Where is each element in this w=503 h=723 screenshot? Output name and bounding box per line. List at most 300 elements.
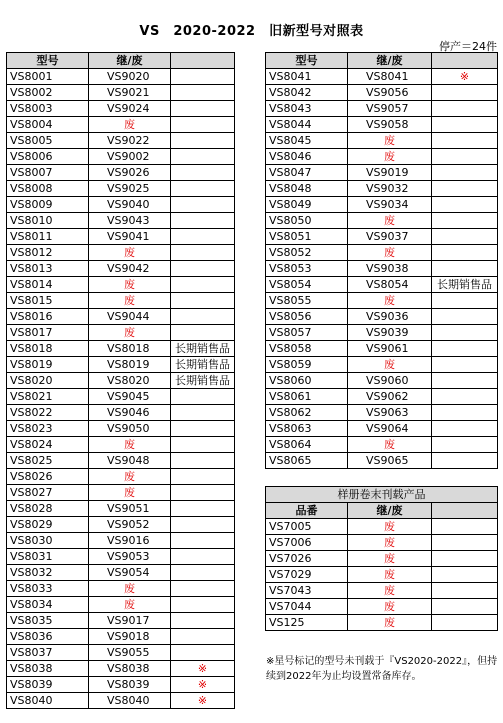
table-row xyxy=(7,149,235,165)
model-cell: VS8050 xyxy=(266,213,348,229)
note-cell xyxy=(171,405,235,421)
successor-cell: 废 xyxy=(89,581,171,597)
table-row xyxy=(7,389,235,405)
table-row xyxy=(266,85,498,101)
appendix-caption: 样册卷末刊载产品 xyxy=(266,487,498,503)
model-cell: VS8022 xyxy=(7,405,89,421)
table-row xyxy=(7,325,235,341)
table-row xyxy=(266,389,498,405)
successor-cell: VS9025 xyxy=(89,181,171,197)
successor-cell: 废 xyxy=(89,597,171,613)
header-successor: 继/废 xyxy=(89,53,171,69)
successor-cell: VS9056 xyxy=(348,85,432,101)
successor-cell: 废 xyxy=(89,325,171,341)
table-row xyxy=(7,677,235,693)
successor-cell: VS8019 xyxy=(89,357,171,373)
model-cell: VS8016 xyxy=(7,309,89,325)
table-row xyxy=(7,69,235,85)
catalog-appendix-table xyxy=(265,486,498,631)
table-row xyxy=(7,213,235,229)
header-note xyxy=(171,53,235,69)
table-row xyxy=(266,261,498,277)
document-title: VS 2020-2022 旧新型号对照表 xyxy=(139,24,364,39)
model-cell: VS8036 xyxy=(7,629,89,645)
note-cell xyxy=(432,309,498,325)
model-cell: VS7005 xyxy=(266,519,348,535)
model-cell: VS8044 xyxy=(266,117,348,133)
note-cell xyxy=(432,421,498,437)
table-row xyxy=(7,309,235,325)
successor-cell: VS8040 xyxy=(89,693,171,709)
header-note xyxy=(432,53,498,69)
note-cell: ※ xyxy=(171,677,235,693)
successor-cell: 废 xyxy=(348,583,432,599)
table-row xyxy=(7,277,235,293)
model-cell: VS8008 xyxy=(7,181,89,197)
note-cell xyxy=(432,583,498,599)
model-cell: VS8006 xyxy=(7,149,89,165)
table-row xyxy=(266,69,498,85)
successor-cell: 废 xyxy=(348,615,432,631)
model-cell: VS7026 xyxy=(266,551,348,567)
successor-cell: 废 xyxy=(348,245,432,261)
table-row xyxy=(266,165,498,181)
successor-cell: 废 xyxy=(89,485,171,501)
note-cell: 长期销售品 xyxy=(171,341,235,357)
model-cell: VS8010 xyxy=(7,213,89,229)
model-cell: VS8042 xyxy=(266,85,348,101)
table-row xyxy=(266,293,498,309)
note-cell xyxy=(171,597,235,613)
model-cell: VS8017 xyxy=(7,325,89,341)
table-row xyxy=(7,581,235,597)
table-row xyxy=(266,213,498,229)
table-row xyxy=(7,453,235,469)
table-row xyxy=(7,85,235,101)
successor-cell: VS9043 xyxy=(89,213,171,229)
table-row xyxy=(266,357,498,373)
table-row xyxy=(7,341,235,357)
note-cell: ※ xyxy=(432,69,498,85)
successor-cell: VS9019 xyxy=(348,165,432,181)
note-cell xyxy=(171,421,235,437)
model-cell: VS8047 xyxy=(266,165,348,181)
note-cell xyxy=(171,645,235,661)
note-cell xyxy=(432,293,498,309)
model-cell: VS8019 xyxy=(7,357,89,373)
note-cell xyxy=(171,117,235,133)
model-cell: VS8007 xyxy=(7,165,89,181)
successor-cell: VS8018 xyxy=(89,341,171,357)
note-cell xyxy=(171,485,235,501)
table-row xyxy=(266,437,498,453)
model-cell: VS8040 xyxy=(7,693,89,709)
successor-cell: VS9042 xyxy=(89,261,171,277)
successor-cell: VS8041 xyxy=(348,69,432,85)
table-row xyxy=(266,519,498,535)
successor-cell: VS8054 xyxy=(348,277,432,293)
successor-cell: 废 xyxy=(348,567,432,583)
table-row xyxy=(7,469,235,485)
table-row xyxy=(266,567,498,583)
successor-cell: VS8020 xyxy=(89,373,171,389)
successor-cell: VS9063 xyxy=(348,405,432,421)
model-cell: VS125 xyxy=(266,615,348,631)
table-row xyxy=(266,615,498,631)
table-row xyxy=(266,551,498,567)
model-cell: VS8023 xyxy=(7,421,89,437)
model-cell: VS8018 xyxy=(7,341,89,357)
table-row xyxy=(266,583,498,599)
table-row xyxy=(7,629,235,645)
successor-cell: VS9065 xyxy=(348,453,432,469)
model-cell: VS8013 xyxy=(7,261,89,277)
successor-cell: VS9045 xyxy=(89,389,171,405)
table-row xyxy=(7,533,235,549)
model-cell: VS8033 xyxy=(7,581,89,597)
successor-cell: 废 xyxy=(89,245,171,261)
successor-cell: VS9032 xyxy=(348,181,432,197)
model-cell: VS8028 xyxy=(7,501,89,517)
successor-cell: VS9022 xyxy=(89,133,171,149)
table-row xyxy=(266,245,498,261)
table-row xyxy=(266,405,498,421)
note-cell xyxy=(432,599,498,615)
successor-cell: VS9037 xyxy=(348,229,432,245)
note-cell xyxy=(171,437,235,453)
table-row xyxy=(7,549,235,565)
note-cell xyxy=(171,581,235,597)
successor-cell: VS9064 xyxy=(348,421,432,437)
note-cell xyxy=(171,181,235,197)
model-cell: VS8064 xyxy=(266,437,348,453)
note-cell: ※ xyxy=(171,661,235,677)
header-model: 品番 xyxy=(266,503,348,519)
note-cell xyxy=(171,533,235,549)
note-cell xyxy=(171,501,235,517)
note-cell: 长期销售品 xyxy=(171,357,235,373)
model-cell: VS8026 xyxy=(7,469,89,485)
model-cell: VS8021 xyxy=(7,389,89,405)
model-cell: VS8001 xyxy=(7,69,89,85)
table-row xyxy=(7,565,235,581)
note-cell xyxy=(171,149,235,165)
successor-cell: VS9017 xyxy=(89,613,171,629)
note-cell xyxy=(432,197,498,213)
table-row xyxy=(266,421,498,437)
note-cell xyxy=(432,245,498,261)
model-cell: VS8003 xyxy=(7,101,89,117)
successor-cell: VS9002 xyxy=(89,149,171,165)
successor-cell: 废 xyxy=(348,551,432,567)
successor-cell: 废 xyxy=(348,535,432,551)
model-cell: VS8060 xyxy=(266,373,348,389)
successor-cell: 废 xyxy=(348,599,432,615)
table-row xyxy=(266,197,498,213)
table-header-row xyxy=(7,53,235,69)
note-cell xyxy=(171,293,235,309)
table-row xyxy=(7,693,235,709)
model-cell: VS8037 xyxy=(7,645,89,661)
table-row xyxy=(7,373,235,389)
header-model: 型号 xyxy=(266,53,348,69)
header-model: 型号 xyxy=(7,53,89,69)
table-row xyxy=(7,101,235,117)
table-row xyxy=(7,357,235,373)
note-cell xyxy=(171,261,235,277)
table-row xyxy=(7,245,235,261)
note-cell xyxy=(171,549,235,565)
successor-cell: VS9052 xyxy=(89,517,171,533)
successor-cell: VS9016 xyxy=(89,533,171,549)
table-row xyxy=(266,309,498,325)
table-row xyxy=(7,133,235,149)
footnote: ※星号标记的型号未刊载于『VS2020-2022』，但持续到2022年为止均设置常备库存。 xyxy=(266,656,498,682)
model-cell: VS8051 xyxy=(266,229,348,245)
header-note xyxy=(432,503,498,519)
model-cell: VS8009 xyxy=(7,197,89,213)
note-cell xyxy=(171,277,235,293)
note-cell: 长期销售品 xyxy=(432,277,498,293)
successor-cell: 废 xyxy=(89,437,171,453)
table-row xyxy=(7,421,235,437)
note-cell xyxy=(171,613,235,629)
table-header-row xyxy=(266,53,498,69)
successor-cell: 废 xyxy=(348,357,432,373)
table-row xyxy=(266,453,498,469)
model-cell: VS8045 xyxy=(266,133,348,149)
successor-cell: VS9050 xyxy=(89,421,171,437)
model-cell: VS8052 xyxy=(266,245,348,261)
model-cell: VS8035 xyxy=(7,613,89,629)
note-cell xyxy=(432,437,498,453)
model-cell: VS8014 xyxy=(7,277,89,293)
model-cell: VS8046 xyxy=(266,149,348,165)
note-cell xyxy=(432,261,498,277)
model-cell: VS8056 xyxy=(266,309,348,325)
model-cell: VS8049 xyxy=(266,197,348,213)
table-row xyxy=(7,501,235,517)
successor-cell: VS9057 xyxy=(348,101,432,117)
model-cell: VS8015 xyxy=(7,293,89,309)
model-cell: VS8059 xyxy=(266,357,348,373)
model-cell: VS8061 xyxy=(266,389,348,405)
successor-cell: VS9061 xyxy=(348,341,432,357)
table-row xyxy=(7,613,235,629)
model-cell: VS8024 xyxy=(7,437,89,453)
header-successor: 继/废 xyxy=(348,503,432,519)
successor-cell: VS9060 xyxy=(348,373,432,389)
note-cell xyxy=(432,101,498,117)
note-cell xyxy=(171,325,235,341)
successor-cell: VS9020 xyxy=(89,69,171,85)
successor-cell: VS9055 xyxy=(89,645,171,661)
model-cell: VS8012 xyxy=(7,245,89,261)
model-cell: VS8011 xyxy=(7,229,89,245)
table-row xyxy=(266,535,498,551)
table-row xyxy=(266,101,498,117)
note-cell xyxy=(432,519,498,535)
note-cell xyxy=(171,245,235,261)
header-successor: 继/废 xyxy=(348,53,432,69)
table-row xyxy=(7,597,235,613)
note-cell xyxy=(432,453,498,469)
table-row xyxy=(266,181,498,197)
successor-cell: 废 xyxy=(348,149,432,165)
note-cell xyxy=(171,133,235,149)
successor-cell: VS9038 xyxy=(348,261,432,277)
model-cell: VS8032 xyxy=(7,565,89,581)
successor-cell: 废 xyxy=(348,133,432,149)
successor-cell: VS9021 xyxy=(89,85,171,101)
successor-cell: 废 xyxy=(89,293,171,309)
successor-cell: VS9024 xyxy=(89,101,171,117)
table-row xyxy=(7,485,235,501)
note-cell xyxy=(432,213,498,229)
model-cell: VS8065 xyxy=(266,453,348,469)
model-cell: VS8020 xyxy=(7,373,89,389)
table-row xyxy=(7,117,235,133)
successor-cell: VS9018 xyxy=(89,629,171,645)
note-cell xyxy=(171,517,235,533)
successor-cell: VS9036 xyxy=(348,309,432,325)
table-row xyxy=(266,117,498,133)
note-cell xyxy=(171,453,235,469)
successor-cell: VS8038 xyxy=(89,661,171,677)
model-cell: VS8030 xyxy=(7,533,89,549)
model-cell: VS8005 xyxy=(7,133,89,149)
successor-cell: VS9044 xyxy=(89,309,171,325)
model-cell: VS8054 xyxy=(266,277,348,293)
model-cell: VS8002 xyxy=(7,85,89,101)
note-cell xyxy=(432,341,498,357)
model-cell: VS8055 xyxy=(266,293,348,309)
successor-cell: VS9041 xyxy=(89,229,171,245)
successor-cell: VS9039 xyxy=(348,325,432,341)
note-cell xyxy=(432,165,498,181)
table-row xyxy=(7,229,235,245)
table-row xyxy=(7,405,235,421)
table-row xyxy=(7,197,235,213)
model-cell: VS7006 xyxy=(266,535,348,551)
model-cell: VS7043 xyxy=(266,583,348,599)
note-cell: 长期销售品 xyxy=(171,373,235,389)
model-cell: VS8063 xyxy=(266,421,348,437)
successor-cell: VS9048 xyxy=(89,453,171,469)
model-cell: VS8053 xyxy=(266,261,348,277)
table-row xyxy=(266,599,498,615)
table-row xyxy=(7,645,235,661)
model-cell: VS8058 xyxy=(266,341,348,357)
note-cell xyxy=(171,197,235,213)
note-cell xyxy=(171,309,235,325)
note-cell xyxy=(171,389,235,405)
comparison-table-right xyxy=(265,52,498,469)
table-row xyxy=(266,341,498,357)
note-cell xyxy=(432,567,498,583)
model-cell: VS7029 xyxy=(266,567,348,583)
model-cell: VS8038 xyxy=(7,661,89,677)
note-cell xyxy=(432,389,498,405)
successor-cell: VS9034 xyxy=(348,197,432,213)
table-row xyxy=(266,325,498,341)
successor-cell: VS9054 xyxy=(89,565,171,581)
successor-cell: VS9040 xyxy=(89,197,171,213)
table-row xyxy=(7,437,235,453)
note-cell xyxy=(432,551,498,567)
successor-cell: VS9051 xyxy=(89,501,171,517)
comparison-table-left xyxy=(6,52,235,709)
successor-cell: VS8039 xyxy=(89,677,171,693)
model-cell: VS8027 xyxy=(7,485,89,501)
successor-cell: VS9062 xyxy=(348,389,432,405)
table-row xyxy=(7,661,235,677)
model-cell: VS8039 xyxy=(7,677,89,693)
table-row xyxy=(266,133,498,149)
note-cell xyxy=(432,373,498,389)
successor-cell: 废 xyxy=(348,437,432,453)
note-cell xyxy=(432,325,498,341)
note-cell xyxy=(432,405,498,421)
note-cell xyxy=(171,85,235,101)
note-cell xyxy=(432,181,498,197)
note-cell xyxy=(432,85,498,101)
model-cell: VS8062 xyxy=(266,405,348,421)
successor-cell: 废 xyxy=(89,117,171,133)
discontinued-count: 停产＝24件 xyxy=(439,40,497,53)
note-cell xyxy=(432,133,498,149)
note-cell xyxy=(171,229,235,245)
successor-cell: VS9026 xyxy=(89,165,171,181)
successor-cell: 废 xyxy=(89,469,171,485)
note-cell xyxy=(432,535,498,551)
model-cell: VS8034 xyxy=(7,597,89,613)
model-cell: VS8041 xyxy=(266,69,348,85)
note-cell xyxy=(432,117,498,133)
note-cell xyxy=(432,357,498,373)
table-row xyxy=(7,261,235,277)
table-row xyxy=(266,373,498,389)
model-cell: VS8048 xyxy=(266,181,348,197)
successor-cell: 废 xyxy=(348,519,432,535)
successor-cell: VS9058 xyxy=(348,117,432,133)
model-cell: VS8029 xyxy=(7,517,89,533)
note-cell xyxy=(432,149,498,165)
model-cell: VS8004 xyxy=(7,117,89,133)
note-cell xyxy=(432,615,498,631)
note-cell xyxy=(432,229,498,245)
note-cell xyxy=(171,629,235,645)
model-cell: VS8025 xyxy=(7,453,89,469)
note-cell xyxy=(171,213,235,229)
table-row xyxy=(7,165,235,181)
table-row xyxy=(7,517,235,533)
successor-cell: 废 xyxy=(348,213,432,229)
note-cell xyxy=(171,69,235,85)
model-cell: VS8057 xyxy=(266,325,348,341)
note-cell xyxy=(171,101,235,117)
table-row xyxy=(266,277,498,293)
successor-cell: VS9046 xyxy=(89,405,171,421)
table-row xyxy=(7,293,235,309)
table-row xyxy=(266,229,498,245)
table-row xyxy=(7,181,235,197)
successor-cell: 废 xyxy=(348,293,432,309)
successor-cell: 废 xyxy=(89,277,171,293)
model-cell: VS7044 xyxy=(266,599,348,615)
note-cell: ※ xyxy=(171,693,235,709)
note-cell xyxy=(171,469,235,485)
